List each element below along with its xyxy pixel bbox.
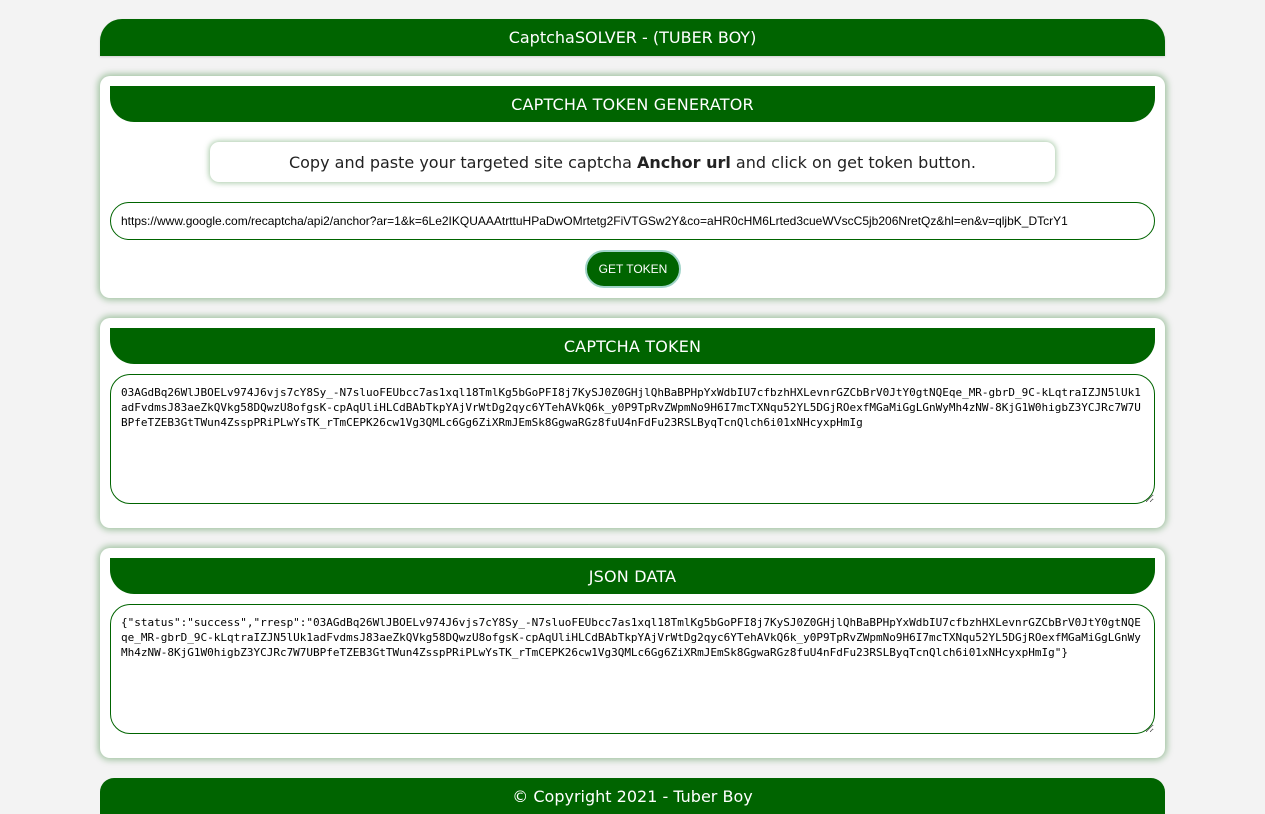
captcha-token-title-text: CAPTCHA TOKEN [563, 336, 702, 356]
captcha-token-card [100, 318, 1165, 528]
generator-title-text: CAPTCHA TOKEN GENERATOR [511, 94, 754, 114]
instruction-text-after: and click on get token button. [730, 152, 977, 172]
generator-card [100, 76, 1165, 298]
instruction-text-anchor-url: Anchor url [636, 152, 731, 172]
instruction-text-before: Copy and paste your targeted site captcha [288, 152, 637, 172]
captcha-token-card-title [110, 328, 1155, 364]
captcha-token-textarea[interactable] [110, 374, 1155, 504]
json-data-textarea[interactable] [110, 604, 1155, 734]
site-footer [100, 778, 1165, 814]
json-data-card [100, 548, 1165, 758]
anchor-url-input[interactable] [110, 202, 1155, 240]
copyright-text: © Copyright 2021 - Tuber Boy [512, 786, 753, 806]
instruction-text [289, 153, 976, 172]
generator-card-title [110, 86, 1155, 122]
get-token-button[interactable]: GET TOKEN [585, 250, 681, 288]
json-data-title-text: JSON DATA [588, 566, 677, 586]
instruction-box [210, 142, 1055, 182]
site-header [100, 19, 1165, 56]
json-data-card-title [110, 558, 1155, 594]
site-title: CaptchaSOLVER - (TUBER BOY) [508, 28, 757, 47]
